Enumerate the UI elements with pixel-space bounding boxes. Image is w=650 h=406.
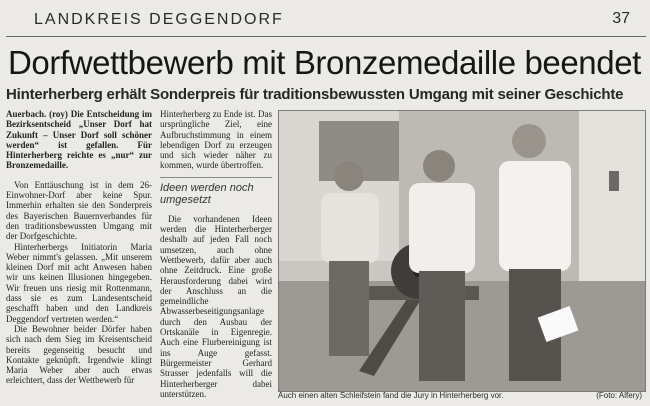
photo-credit: (Foto: Alfery) <box>596 391 642 400</box>
page-number: 37 <box>612 10 630 27</box>
headline: Dorfwettbewerb mit Bronzemedaille beendet <box>8 44 641 81</box>
section-name: LANDKREIS DEGGENDORF <box>34 11 284 28</box>
photo-caption <box>278 391 644 401</box>
article-photo <box>278 110 646 392</box>
lead-paragraph: Auerbach. (roy) Die Entscheidung im Bezirksentscheid „Unser Dorf hat Zukunft – Unser Dorf soll schöner werden“ ist gefallen. Für Hinterherberg reichte es „nur“ zur Bronzemedaille. <box>6 109 152 171</box>
body-paragraph: Hinterherberg zu Ende ist. Das ursprüngliche Ziel, eine Aufbruchstimmung in einem lebendigen Dorf zu erzeugen und sich wieder näher zu kommen, wurde übertroffen. <box>160 109 272 171</box>
caption-text: Auch einen alten Schleifstein fand die Jury in Hinterherberg vor. <box>278 391 504 400</box>
page-header <box>0 0 650 40</box>
article-column-2 <box>160 109 272 399</box>
header-rule <box>6 36 646 37</box>
inline-subhead: Ideen werden noch umgesetzt <box>160 177 272 206</box>
article-column-1 <box>6 109 152 386</box>
body-paragraph: Die Bewohner beider Dörfer haben sich nach dem Sieg im Kreisentscheid bereits gegenseitig besucht und Kontakte geknüpft. Irgendwie klingt Maria Weber aber auch etwas erleichtert, dass der Wettbewerb für <box>6 323 152 386</box>
body-paragraph: Hinterherbergs Initiatorin Maria Weber nimmt's gelassen. „Mit unserem kleinen Dorf mit acht Anwesen haben wir uns keinen Illusionen hingegeben. Wir freuen uns riesig mit Rottenmann, dass sie es zum Landesentscheid geschafft haben und den Landkreis Deggendorf vertreten werden.“ <box>6 241 152 324</box>
body-paragraph: Von Enttäuschung ist in dem 26-Einwohner-Dorf aber keine Spur. Immerhin erhalten sie den Sonderpreis des Bayerischen Bauernverbandes für den traditionsbewussten Umgang mit der Dorfgeschichte. <box>6 179 152 242</box>
body-paragraph: Die vorhandenen Ideen werden die Hinterherberger deshalb auf jeden Fall noch umsetzen, auch ohne Wettbewerb, dafür aber auch ohne Zeitdruck. Eine große Herausforderung dabei wird der Anschluss an die gemeindliche Abwasserbeseitigungsanlage durch den Ausbau der Ortskanäle in Eigenregie. Auch eine Flurbereinigung ist ins Auge gefasst. Bürgermeister Gerhard Strasser jedenfalls will die Hinterherberger dabei unterstützen. <box>160 213 272 399</box>
subheadline: Hinterherberg erhält Sonderpreis für traditionsbewussten Umgang mit seiner Geschichte <box>6 86 624 103</box>
photo-illustration <box>279 111 645 391</box>
